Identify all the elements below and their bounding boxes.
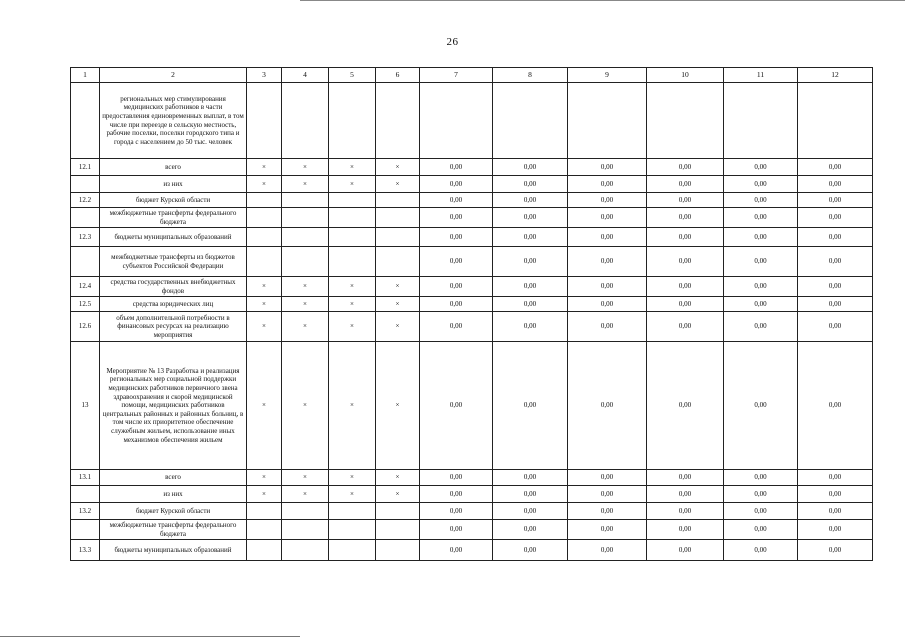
col12-value-cell: 0,00 [798, 297, 873, 312]
col11-value-cell: 0,00 [724, 470, 798, 486]
col12-value-cell: 0,00 [798, 193, 873, 208]
row-number-cell [71, 520, 100, 540]
col11-value-cell: 0,00 [724, 520, 798, 540]
header-cell: 1 [71, 68, 100, 83]
row-number-cell: 12.3 [71, 228, 100, 247]
col4-cell: × [282, 277, 329, 297]
description-cell: региональных мер стимулирования медицинских работников в части предоставления единовременных выплат, в том числе при переезде в сельскую местность, рабочие поселки, поселки городского типа и города с населением до 50 тыс. человек [100, 83, 247, 159]
row-number-cell [71, 208, 100, 228]
col9-value-cell: 0,00 [568, 193, 647, 208]
col6-cell: × [376, 277, 420, 297]
col6-cell: × [376, 159, 420, 176]
page-number: 26 [446, 36, 459, 48]
col5-cell [329, 83, 376, 159]
col10-value-cell: 0,00 [647, 312, 724, 342]
table-row [71, 342, 873, 470]
col5-cell: × [329, 176, 376, 193]
col12-value-cell: 0,00 [798, 342, 873, 470]
col6-cell: × [376, 312, 420, 342]
description-cell: средства юридических лиц [100, 297, 247, 312]
col12-value-cell: 0,00 [798, 312, 873, 342]
col8-value-cell: 0,00 [493, 312, 568, 342]
header-cell: 9 [568, 68, 647, 83]
table-row [71, 277, 873, 297]
col5-cell: × [329, 470, 376, 486]
header-cell: 11 [724, 68, 798, 83]
col4-cell: × [282, 312, 329, 342]
description-cell: межбюджетные трансферты из бюджетов субъектов Российской Федерации [100, 247, 247, 277]
col7-value-cell [420, 83, 493, 159]
col11-value-cell: 0,00 [724, 159, 798, 176]
col9-value-cell: 0,00 [568, 342, 647, 470]
col3-cell: × [247, 277, 282, 297]
col12-value-cell: 0,00 [798, 540, 873, 561]
col5-cell [329, 540, 376, 561]
row-number-cell [71, 176, 100, 193]
col11-value-cell: 0,00 [724, 486, 798, 503]
col9-value-cell: 0,00 [568, 228, 647, 247]
table-row [71, 520, 873, 540]
col12-value-cell: 0,00 [798, 503, 873, 520]
budget-table [70, 67, 873, 561]
col4-cell: × [282, 470, 329, 486]
col4-cell: × [282, 297, 329, 312]
table-row [71, 208, 873, 228]
col11-value-cell: 0,00 [724, 176, 798, 193]
col12-value-cell: 0,00 [798, 208, 873, 228]
col11-value-cell [724, 83, 798, 159]
col10-value-cell: 0,00 [647, 520, 724, 540]
col5-cell [329, 228, 376, 247]
col10-value-cell: 0,00 [647, 159, 724, 176]
col11-value-cell: 0,00 [724, 208, 798, 228]
col4-cell [282, 193, 329, 208]
col7-value-cell: 0,00 [420, 503, 493, 520]
col12-value-cell: 0,00 [798, 470, 873, 486]
col3-cell: × [247, 342, 282, 470]
col8-value-cell: 0,00 [493, 540, 568, 561]
col10-value-cell: 0,00 [647, 208, 724, 228]
col10-value-cell: 0,00 [647, 277, 724, 297]
col9-value-cell: 0,00 [568, 470, 647, 486]
col7-value-cell: 0,00 [420, 277, 493, 297]
col7-value-cell: 0,00 [420, 247, 493, 277]
col9-value-cell: 0,00 [568, 208, 647, 228]
col5-cell [329, 193, 376, 208]
table-row [71, 312, 873, 342]
col6-cell [376, 503, 420, 520]
description-cell: из них [100, 486, 247, 503]
row-number-cell: 13.3 [71, 540, 100, 561]
col10-value-cell: 0,00 [647, 228, 724, 247]
col10-value-cell: 0,00 [647, 470, 724, 486]
col12-value-cell: 0,00 [798, 176, 873, 193]
col3-cell: × [247, 312, 282, 342]
col8-value-cell: 0,00 [493, 228, 568, 247]
col10-value-cell: 0,00 [647, 486, 724, 503]
col11-value-cell: 0,00 [724, 312, 798, 342]
col9-value-cell: 0,00 [568, 159, 647, 176]
col11-value-cell: 0,00 [724, 297, 798, 312]
col9-value-cell: 0,00 [568, 520, 647, 540]
col3-cell [247, 247, 282, 277]
col4-cell [282, 520, 329, 540]
col3-cell [247, 520, 282, 540]
col6-cell [376, 247, 420, 277]
col11-value-cell: 0,00 [724, 277, 798, 297]
col6-cell: × [376, 486, 420, 503]
header-cell: 7 [420, 68, 493, 83]
col8-value-cell: 0,00 [493, 520, 568, 540]
scan-bottom-edge [0, 636, 300, 637]
col9-value-cell: 0,00 [568, 176, 647, 193]
header-cell: 8 [493, 68, 568, 83]
row-number-cell: 13.2 [71, 503, 100, 520]
col3-cell: × [247, 176, 282, 193]
col9-value-cell: 0,00 [568, 486, 647, 503]
col4-cell [282, 540, 329, 561]
col10-value-cell: 0,00 [647, 176, 724, 193]
col8-value-cell: 0,00 [493, 247, 568, 277]
col5-cell [329, 247, 376, 277]
col4-cell [282, 228, 329, 247]
row-number-cell: 12.6 [71, 312, 100, 342]
col7-value-cell: 0,00 [420, 297, 493, 312]
col12-value-cell: 0,00 [798, 247, 873, 277]
col10-value-cell: 0,00 [647, 193, 724, 208]
description-cell: бюджет Курской области [100, 503, 247, 520]
col5-cell: × [329, 486, 376, 503]
col11-value-cell: 0,00 [724, 193, 798, 208]
col9-value-cell: 0,00 [568, 247, 647, 277]
col6-cell: × [376, 342, 420, 470]
col5-cell [329, 208, 376, 228]
col4-cell [282, 503, 329, 520]
description-cell: межбюджетные трансферты федерального бюджета [100, 520, 247, 540]
col6-cell: × [376, 176, 420, 193]
col9-value-cell: 0,00 [568, 312, 647, 342]
table-row [71, 503, 873, 520]
description-cell: объем дополнительной потребности в финансовых ресурсах на реализацию мероприятия [100, 312, 247, 342]
table-row [71, 193, 873, 208]
col3-cell [247, 540, 282, 561]
col9-value-cell: 0,00 [568, 297, 647, 312]
header-cell: 5 [329, 68, 376, 83]
col6-cell: × [376, 297, 420, 312]
col10-value-cell: 0,00 [647, 247, 724, 277]
col8-value-cell: 0,00 [493, 342, 568, 470]
col6-cell [376, 540, 420, 561]
col3-cell: × [247, 486, 282, 503]
col10-value-cell: 0,00 [647, 297, 724, 312]
col9-value-cell [568, 83, 647, 159]
col6-cell [376, 208, 420, 228]
col11-value-cell: 0,00 [724, 503, 798, 520]
col10-value-cell: 0,00 [647, 342, 724, 470]
col7-value-cell: 0,00 [420, 540, 493, 561]
col6-cell [376, 83, 420, 159]
col7-value-cell: 0,00 [420, 208, 493, 228]
col3-cell [247, 228, 282, 247]
col7-value-cell: 0,00 [420, 312, 493, 342]
row-number-cell: 13.1 [71, 470, 100, 486]
col8-value-cell: 0,00 [493, 277, 568, 297]
col6-cell [376, 520, 420, 540]
col8-value-cell: 0,00 [493, 486, 568, 503]
col7-value-cell: 0,00 [420, 228, 493, 247]
col4-cell: × [282, 486, 329, 503]
row-number-cell [71, 247, 100, 277]
col12-value-cell: 0,00 [798, 486, 873, 503]
col7-value-cell: 0,00 [420, 470, 493, 486]
description-cell: всего [100, 470, 247, 486]
col8-value-cell: 0,00 [493, 503, 568, 520]
col5-cell [329, 503, 376, 520]
col10-value-cell: 0,00 [647, 540, 724, 561]
header-cell: 6 [376, 68, 420, 83]
table-row [71, 297, 873, 312]
col7-value-cell: 0,00 [420, 342, 493, 470]
header-cell: 4 [282, 68, 329, 83]
col4-cell: × [282, 176, 329, 193]
row-number-cell: 12.5 [71, 297, 100, 312]
col8-value-cell: 0,00 [493, 159, 568, 176]
row-number-cell: 12.1 [71, 159, 100, 176]
col3-cell: × [247, 470, 282, 486]
col4-cell [282, 208, 329, 228]
col8-value-cell: 0,00 [493, 297, 568, 312]
col4-cell [282, 247, 329, 277]
col12-value-cell: 0,00 [798, 228, 873, 247]
row-number-cell: 12.4 [71, 277, 100, 297]
col6-cell: × [376, 470, 420, 486]
col5-cell: × [329, 277, 376, 297]
table-row [71, 486, 873, 503]
description-cell: бюджет Курской области [100, 193, 247, 208]
row-number-cell [71, 486, 100, 503]
table-row [71, 176, 873, 193]
table-row [71, 470, 873, 486]
col8-value-cell: 0,00 [493, 193, 568, 208]
col7-value-cell: 0,00 [420, 176, 493, 193]
col8-value-cell: 0,00 [493, 208, 568, 228]
col8-value-cell: 0,00 [493, 176, 568, 193]
header-row [71, 68, 873, 83]
col7-value-cell: 0,00 [420, 486, 493, 503]
col5-cell: × [329, 312, 376, 342]
table-row [71, 228, 873, 247]
col5-cell: × [329, 297, 376, 312]
col11-value-cell: 0,00 [724, 228, 798, 247]
col9-value-cell: 0,00 [568, 277, 647, 297]
col5-cell: × [329, 159, 376, 176]
col3-cell [247, 83, 282, 159]
col12-value-cell [798, 83, 873, 159]
col12-value-cell: 0,00 [798, 277, 873, 297]
col4-cell: × [282, 342, 329, 470]
col7-value-cell: 0,00 [420, 520, 493, 540]
row-number-cell: 12.2 [71, 193, 100, 208]
header-cell: 12 [798, 68, 873, 83]
col12-value-cell: 0,00 [798, 159, 873, 176]
description-cell: средства государственных внебюджетных фондов [100, 277, 247, 297]
col5-cell [329, 520, 376, 540]
col5-cell: × [329, 342, 376, 470]
col6-cell [376, 193, 420, 208]
col4-cell: × [282, 159, 329, 176]
table-row [71, 540, 873, 561]
col10-value-cell [647, 83, 724, 159]
col9-value-cell: 0,00 [568, 540, 647, 561]
col8-value-cell [493, 83, 568, 159]
row-number-cell [71, 83, 100, 159]
col10-value-cell: 0,00 [647, 503, 724, 520]
header-cell: 3 [247, 68, 282, 83]
col3-cell [247, 503, 282, 520]
description-cell: Мероприятие № 13 Разработка и реализация региональных мер социальной поддержки медицинских работников первичного звена здравоохранения и скорой медицинской помощи, медицинских работников центральных районных и районных больниц, в том числе их приоритетное обеспечение служебным жильем, использование иных механизмов обеспечения жильем [100, 342, 247, 470]
description-cell: всего [100, 159, 247, 176]
col4-cell [282, 83, 329, 159]
table-row [71, 159, 873, 176]
header-cell: 2 [100, 68, 247, 83]
scan-top-edge [300, 0, 905, 1]
description-cell: межбюджетные трансферты федерального бюджета [100, 208, 247, 228]
col12-value-cell: 0,00 [798, 520, 873, 540]
description-cell: бюджеты муниципальных образований [100, 540, 247, 561]
col3-cell [247, 208, 282, 228]
col7-value-cell: 0,00 [420, 159, 493, 176]
description-cell: бюджеты муниципальных образований [100, 228, 247, 247]
row-number-cell: 13 [71, 342, 100, 470]
col11-value-cell: 0,00 [724, 342, 798, 470]
col3-cell: × [247, 159, 282, 176]
col3-cell: × [247, 297, 282, 312]
table-row [71, 83, 873, 159]
col11-value-cell: 0,00 [724, 540, 798, 561]
description-cell: из них [100, 176, 247, 193]
table-row [71, 247, 873, 277]
col11-value-cell: 0,00 [724, 247, 798, 277]
header-cell: 10 [647, 68, 724, 83]
col6-cell [376, 228, 420, 247]
col7-value-cell: 0,00 [420, 193, 493, 208]
col8-value-cell: 0,00 [493, 470, 568, 486]
col3-cell [247, 193, 282, 208]
col9-value-cell: 0,00 [568, 503, 647, 520]
